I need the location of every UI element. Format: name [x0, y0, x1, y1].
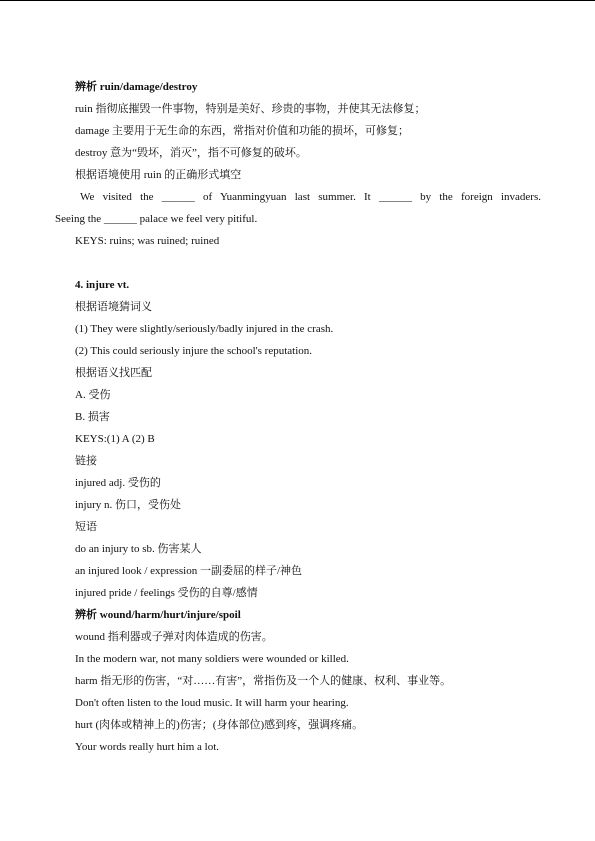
exercise-keys: KEYS: ruins; was ruined; ruined [75, 235, 220, 247]
match-instruction: 根据语义找匹配 [75, 367, 152, 379]
definition-harm: harm 指无形的伤害，“对……有害”，常指伤及一个人的健康、权利、事业等。 [75, 675, 452, 687]
phrase-injured-pride: injured pride / feelings 受伤的自尊/感情 [75, 587, 258, 599]
link-injury: injury n. 伤口，受伤处 [75, 499, 182, 511]
section-heading-wound: 辨析 wound/harm/hurt/injure/spoil [75, 609, 241, 621]
section-heading-injure: 4. injure vt. [75, 279, 130, 291]
example-sentence-1: (1) They were slightly/seriously/badly injured in the crash. [75, 323, 334, 335]
exercise-sentence-line1: We visited the ______ of Yuanmingyuan last summer. It ______ by the foreign invaders. [80, 191, 541, 203]
example-sentence-2: (2) This could seriously injure the school's reputation. [75, 345, 313, 357]
phrase-heading: 短语 [75, 521, 97, 533]
definition-destroy: destroy 意为“毁坏，消灭”，指不可修复的破坏。 [75, 147, 307, 159]
match-keys: KEYS:(1) A (2) B [75, 433, 155, 445]
guess-meaning-instruction: 根据语境猜词义 [75, 301, 152, 313]
definition-wound: wound 指利器或子弹对肉体造成的伤害。 [75, 631, 273, 643]
option-b: B. 损害 [75, 411, 110, 423]
exercise-instruction: 根据语境使用 ruin 的正确形式填空 [75, 169, 242, 181]
link-heading: 链接 [75, 455, 97, 467]
option-a: A. 受伤 [75, 389, 111, 401]
example-wound: In the modern war, not many soldiers were wounded or killed. [75, 653, 349, 665]
definition-damage: damage 主要用于无生命的东西，常指对价值和功能的损坏，可修复； [75, 125, 409, 137]
link-injured: injured adj. 受伤的 [75, 477, 161, 489]
exercise-sentence-line2: Seeing the ______ palace we feel very pitiful. [55, 213, 258, 225]
example-harm: Don't often listen to the loud music. It will harm your hearing. [75, 697, 349, 709]
phrase-do-injury: do an injury to sb. 伤害某人 [75, 543, 202, 555]
section-heading-ruin: 辨析 ruin/damage/destroy [75, 81, 198, 93]
definition-ruin: ruin 指彻底摧毁一件事物，特别是美好、珍贵的事物，并使其无法修复； [75, 103, 426, 115]
phrase-injured-look: an injured look / expression 一副委屈的样子/神色 [75, 565, 303, 577]
definition-hurt: hurt (肉体或精神上的)伤害；(身体部位)感到疼，强调疼痛。 [75, 719, 364, 731]
example-hurt: Your words really hurt him a lot. [75, 741, 220, 753]
